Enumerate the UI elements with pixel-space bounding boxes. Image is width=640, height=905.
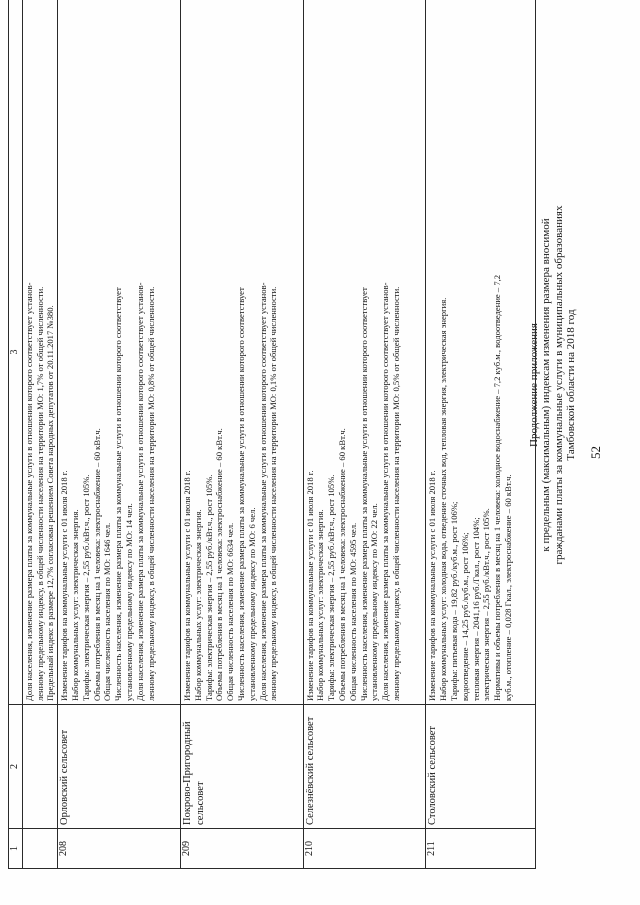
- text-line: Численность населения, изменение размера платы за коммунальные услуги в отношении которого соответствует: [235, 287, 246, 701]
- table-row: [180, 0, 303, 869]
- row-text-cell: [58, 0, 181, 705]
- row-name-cell: [22, 705, 57, 829]
- appendix-line: гражданами платы за коммунальные услуги в муниципальных образованиях: [552, 205, 565, 565]
- row-name-cell: Селезнёвский сельсовет: [303, 705, 426, 829]
- text-line: тепловая энергия – 2041,16 руб./Гкал., рост 104%;: [470, 517, 481, 701]
- text-line: Доля населения, изменение размера платы за коммунальные услуги в отношении которого соответствует установ-: [134, 282, 145, 701]
- row-number-cell: 210: [303, 829, 426, 869]
- row-number-cell: 211: [426, 829, 536, 869]
- text-line: Общая численность населения по МО: 6634 чел.: [225, 522, 236, 701]
- text-line: куб.м., отопление – 0,028 Гкал., электроснабжение – 60 кВт.ч.: [503, 474, 514, 701]
- text-line: Предельный индекс в размере 12,7% согласован решением Совета народных депутатов от 20.11.2017 №380.: [45, 305, 56, 701]
- text-line: ленному предельному индексу, в общей численности населения на территории МО: 1,7% от общей численности.: [34, 286, 45, 701]
- text-line: Тарифы: электрическая энергия – 2,55 руб./кВт.ч., рост 105%.: [203, 474, 214, 701]
- appendix-line: к предельным (максимальным) индексам изменения размера вносимой: [540, 218, 553, 552]
- text-line: Изменение тарифов на коммунальные услуги с 01 июля 2018 г.: [59, 470, 70, 701]
- row-name-cell: Орловский сельсовет: [58, 705, 181, 829]
- table-header-cell: 3: [9, 0, 23, 705]
- row-text-cell: [303, 0, 426, 705]
- text-line: Изменение тарифов на коммунальные услуги с 01 июля 2018 г.: [181, 470, 192, 701]
- text-line: Тарифы: электрическая энергия – 2,55 руб./кВт.ч., рост 105%.: [80, 474, 91, 701]
- table-header-cell: 1: [9, 829, 23, 869]
- text-line: Набор коммунальных услуг: холодная вода, отведение сточных вод, тепловая энергия, электрическая энергия.: [438, 297, 449, 701]
- text-line: Тарифы: питьевая вода – 19,82 руб./куб.м., рост 106%;: [449, 501, 460, 701]
- text-line: Изменение тарифов на коммунальные услуги с 01 июля 2018 г.: [427, 470, 438, 701]
- tariff-table: [8, 0, 536, 869]
- table-header-row: [9, 0, 23, 869]
- text-line: Численность населения, изменение размера платы за коммунальные услуги в отношении которого соответствует: [113, 287, 124, 701]
- text-line: установленному предельному индексу по МО: 6 чел.: [246, 507, 257, 701]
- row-number-cell: 209: [180, 829, 303, 869]
- text-line: Набор коммунальных услуг: электрическая энергия.: [192, 509, 203, 701]
- text-line: ленному предельному индексу, в общей численности населения на территории МО: 0,5% от общей численности.: [391, 286, 402, 701]
- text-line: Численность населения, изменение размера платы за коммунальные услуги в отношении которого соответствует: [358, 287, 369, 701]
- text-line: Доля населения, изменение размера платы за коммунальные услуги в отношении которого соответствует установ-: [257, 282, 268, 701]
- text-line: Набор коммунальных услуг: электрическая энергия.: [69, 509, 80, 701]
- text-line: установленному предельному индексу по МО: 22 чел.: [369, 503, 380, 701]
- text-line: Набор коммунальных услуг: электрическая энергия.: [315, 509, 326, 701]
- row-text-cell: [180, 0, 303, 705]
- table-row: [303, 0, 426, 869]
- table-row: [426, 0, 536, 869]
- text-line: Доля населения, изменение размера платы за коммунальные услуги в отношении которого соответствует установ-: [380, 282, 391, 701]
- text-line: Изменение тарифов на коммунальные услуги с 01 июля 2018 г.: [304, 470, 315, 701]
- text-line: ленному предельному индексу, в общей численности населения на территории МО: 0,8% от общей численности.: [145, 286, 156, 701]
- table-header-cell: 2: [9, 705, 23, 829]
- text-line: Тарифы: электрическая энергия – 2,55 руб./кВт.ч., рост 105%.: [326, 474, 337, 701]
- text-line: водоотведение – 14,25 руб./куб.м., рост 106%;: [459, 532, 470, 701]
- text-line: Доля населения, изменение размера платы за коммунальные услуги в отношении которого соответствует установ-: [23, 282, 34, 701]
- text-line: Объемы потребления в месяц на 1 человека: электроснабжение – 60 кВт.ч.: [337, 428, 348, 701]
- text-line: ленному предельному индексу, в общей численности населения на территории МО: 0,1% от общей численности.: [268, 286, 279, 701]
- row-name-cell: Столовский сельсовет: [426, 705, 536, 829]
- text-line: установленному предельному индексу по МО: 14 чел.: [123, 503, 134, 701]
- table-row: [58, 0, 181, 869]
- text-line: Общая численность населения по МО: 1646 чел.: [102, 522, 113, 701]
- page-number: 52: [588, 446, 603, 459]
- text-line: электрическая энергия – 2,55 руб./кВт.ч., рост 105%.: [481, 508, 492, 701]
- text-line: Объемы потребления в месяц на 1 человека: электроснабжение – 60 кВт.ч.: [214, 428, 225, 701]
- row-text-cell: [426, 0, 536, 705]
- appendix-title: Продолжение приложения: [528, 323, 540, 447]
- text-line: Объемы потребления в месяц на 1 человека: электроснабжение – 60 кВт.ч.: [91, 428, 102, 701]
- row-number-cell: [22, 829, 57, 869]
- table-row-continued: [22, 0, 57, 869]
- row-number-cell: 208: [58, 829, 181, 869]
- text-line: Общая численность населения по МО: 4595 чел.: [347, 522, 358, 701]
- row-text-cell: [22, 0, 57, 705]
- text-line: Нормативы и объемы потребления в месяц на 1 человека: холодное водоснабжение – 7,2 куб.м., водоотведение – 7,2: [492, 274, 503, 701]
- row-name-cell: Покрово-Пригородный сельсовет: [180, 705, 303, 829]
- appendix-line: Тамбовской области на 2018 год: [565, 309, 578, 461]
